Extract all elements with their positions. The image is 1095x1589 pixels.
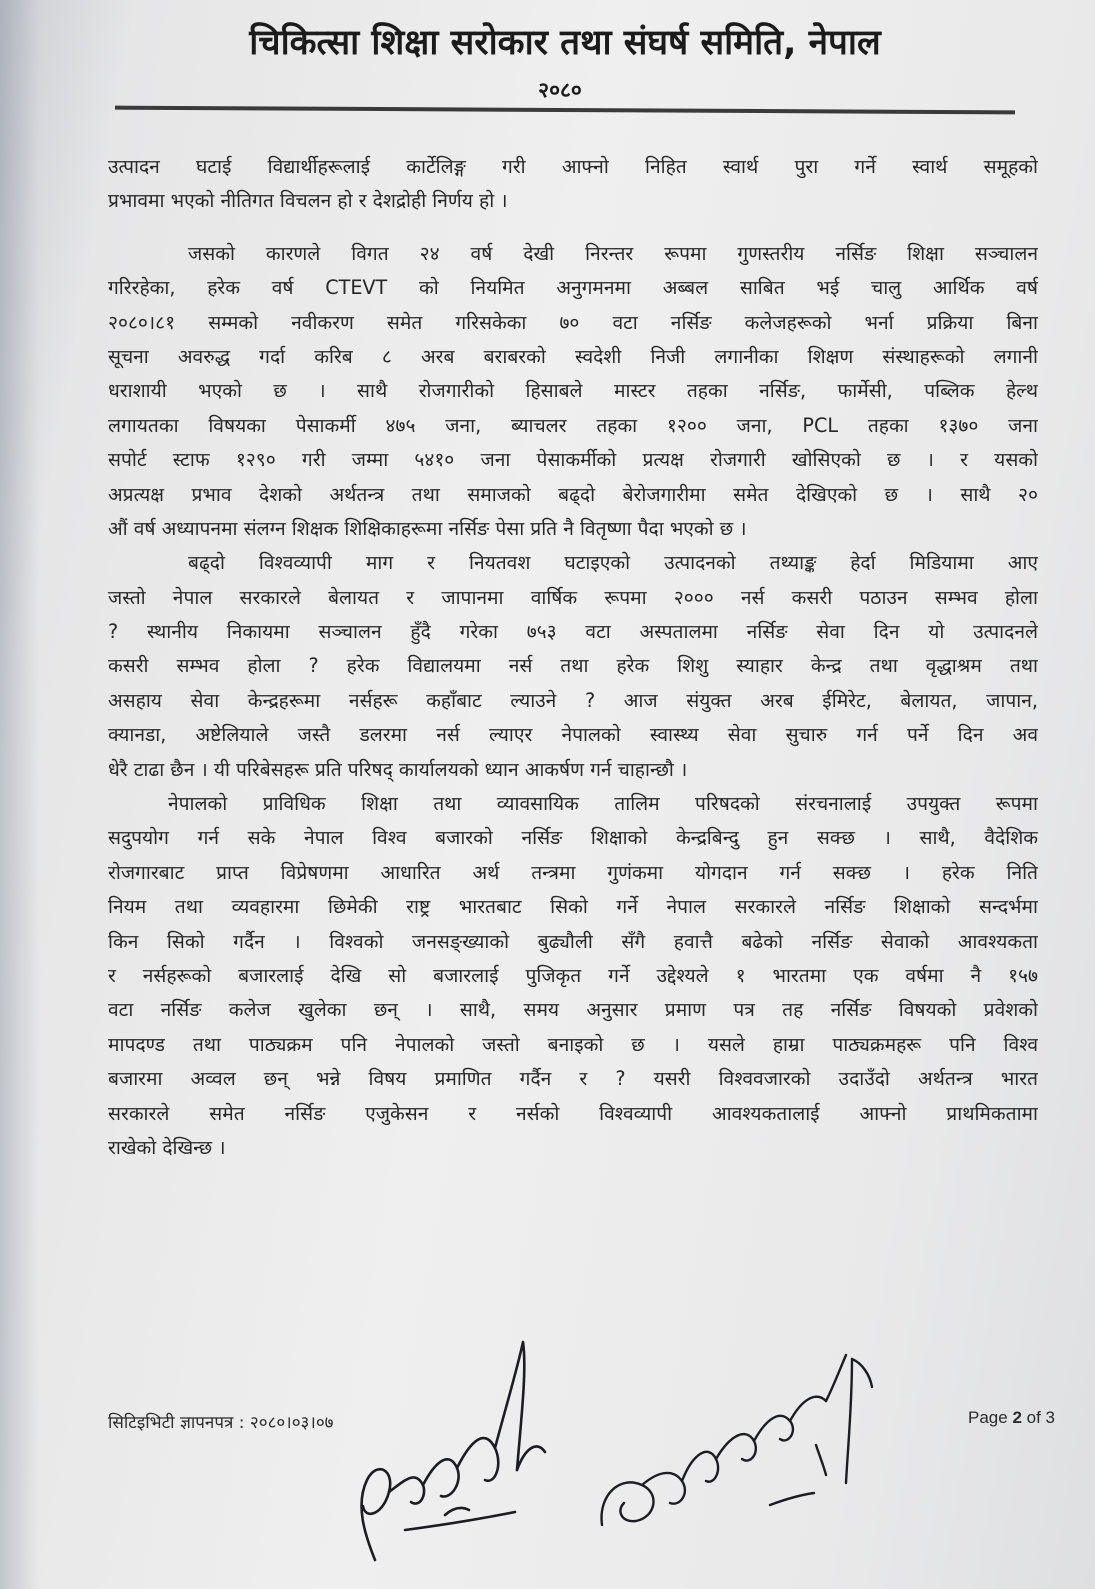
signature-right <box>590 1335 890 1565</box>
document-body <box>108 150 1038 1165</box>
text-line: र नर्सहरूको बजारलाई देखि सो बजारलाई पुजिकृत गर्ने उद्देश्यले १ भारतमा एक वर्षमा नै १५७ <box>108 963 1038 987</box>
memo-reference: सिटिइभिटी ज्ञापनपत्र : २०८०।०३।०७ <box>108 1413 334 1433</box>
text-line: किन सिको गर्दैन । विश्वको जनसङ्ख्याको बुढ्यौली सँगै हवात्तै बढेको नर्सिङ सेवाको आवश्यकता <box>108 929 1038 953</box>
text-line: धराशायी भएको छ । साथै रोजगारीको हिसाबले मास्टर तहका नर्सिङ, फार्मेसी, पब्लिक हेल्थ <box>108 379 1038 403</box>
text-line: नेपालको प्राविधिक शिक्षा तथा व्यावसायिक तालिम परिषदको संरचनालाई उपयुक्त रूपमा <box>168 792 1038 816</box>
text-line: सरकारले समेत नर्सिङ एजुकेसन र नर्सको विश्वव्यापी आवश्यकतालाई आफ्नो प्राथमिकतामा <box>108 1101 1038 1125</box>
text-line: रोजगारबाट प्राप्त विप्रेषणमा आधारित अर्थ तन्त्रमा गुणंकमा योगदान गर्न सक्छ । हरेक निति <box>108 860 1038 884</box>
signature-left <box>345 1330 585 1580</box>
text-line: लगायतका विषयका पेसाकर्मी ४७५ जना, ब्याचलर तहका १२०० जना, PCL तहका १३७० जना <box>108 413 1038 437</box>
page-shadow <box>0 0 40 1589</box>
text-line: राखेको देखिन्छ । <box>108 1135 226 1159</box>
header-divider <box>115 106 1015 115</box>
text-line: औं वर्ष अध्यापनमा संलग्न शिक्षक शिक्षिकाहरूमा नर्सिङ पेसा प्रति नै वितृष्णा पैदा भएको छ । <box>108 516 747 540</box>
text-line: सूचना अवरुद्ध गर्दा करिब ८ अरब बराबरको स्वदेशी निजी लगानीका शिक्षण संस्थाहरूको लगानी <box>108 344 1038 368</box>
text-line: अप्रत्यक्ष प्रभाव देशको अर्थतन्त्र तथा समाजको बढ्दो बेरोजगारीमा समेत देखिएको छ । साथै २० <box>108 482 1038 506</box>
text-line: सदुपयोग गर्न सके नेपाल विश्व बजारको नर्सिङ शिक्षाको केन्द्रबिन्दु हुन सक्छ । साथै, वैदेशिक <box>108 826 1038 850</box>
text-line: जस्तो नेपाल सरकारले बेलायत र जापानमा वार्षिक रूपमा २००० नर्स कसरी पठाउन सम्भव होला <box>108 585 1038 609</box>
text-line: कसरी सम्भव होला ? हरेक विद्यालयमा नर्स तथा हरेक शिशु स्याहार केन्द्र तथा वृद्धाश्रम तथा <box>108 654 1038 678</box>
text-line: बढ्दो विश्वव्यापी माग र नियतवश घटाइएको उत्पादनको तथ्याङ्क हेर्दा मिडियामा आए <box>188 551 1038 575</box>
page-total: of 3 <box>1026 1408 1055 1427</box>
text-line: क्यानडा, अष्टेलियाले जस्तै डलरमा नर्स ल्याएर नेपालको स्वास्थ्य सेवा सुचारु गर्न पर्ने दिन अव <box>108 723 1038 747</box>
text-line: नियम तथा व्यवहारमा छिमेकी राष्ट्र भारतबाट सिको गर्ने नेपाल सरकारले नर्सिङ शिक्षाको सन्दर्भमा <box>108 895 1038 919</box>
text-line: बजारमा अव्वल छन् भन्ने विषय प्रमाणित गर्दैन र ? यसरी विश्ववजारको उदाउँदो अर्थतन्त्र भारत <box>108 1067 1038 1091</box>
text-line: मापदण्ड तथा पाठ्यक्रम पनि नेपालको जस्तो बनाइको छ । यसले हाम्रा पाठ्यक्रमहरू पनि विश्व <box>108 1032 1038 1056</box>
page-number <box>968 1408 1055 1428</box>
text-line: गरिरहेका, हरेक वर्ष CTEVT को नियमित अनुगमनमा अब्बल साबित भई चालु आर्थिक वर्ष <box>108 276 1038 300</box>
text-line: २०८०।८१ सम्मको नवीकरण समेत गरिसकेका ७० वटा नर्सिङ कलेजहरूको भर्ना प्रक्रिया बिना <box>108 310 1038 334</box>
text-line: सपोर्ट स्टाफ १२९० गरी जम्मा ५४१० जना पेसाकर्मीको प्रत्यक्ष रोजगारी खोसिएको छ । र यसको <box>108 448 1038 472</box>
page-current: 2 <box>1012 1408 1022 1427</box>
document-title: चिकित्सा शिक्षा सरोकार तथा संघर्ष समिति, नेपाल <box>249 23 881 63</box>
text-line: उत्पादन घटाई विद्यार्थीहरूलाई कार्टेलिङ्ग गरी आफ्नो निहित स्वार्थ पुरा गर्ने स्वार्थ समूहको <box>108 155 1038 178</box>
text-line: ? स्थानीय निकायमा सञ्चालन हुँदै गरेका ७५३ वटा अस्पतालमा नर्सिङ सेवा दिन यो उत्पादनले <box>108 620 1038 644</box>
text-line: असहाय सेवा केन्द्रहरूमा नर्सहरू कहाँबाट ल्याउने ? आज संयुक्त अरब ईमिरेट, बेलायत, जापान, <box>108 688 1038 712</box>
text-line: जसको कारणले विगत २४ वर्ष देखी निरन्तर रूपमा गुणस्तरीय नर्सिङ शिक्षा सञ्चालन <box>188 241 1038 265</box>
text-line: वटा नर्सिङ कलेज खुलेका छन् । साथै, समय अनुसार प्रमाण पत्र तह नर्सिङ विषयको प्रवेशको <box>108 998 1038 1022</box>
page-label: Page <box>968 1408 1008 1427</box>
text-line: धेरै टाढा छैन । यी परिबेसहरू प्रति परिषद् कार्यालयको ध्यान आकर्षण गर्न चाहान्छौ । <box>108 757 688 781</box>
document-year: २०८० <box>538 78 582 102</box>
text-line: प्रभावमा भएको नीतिगत विचलन हो र देशद्रोही निर्णय हो । <box>108 189 508 213</box>
